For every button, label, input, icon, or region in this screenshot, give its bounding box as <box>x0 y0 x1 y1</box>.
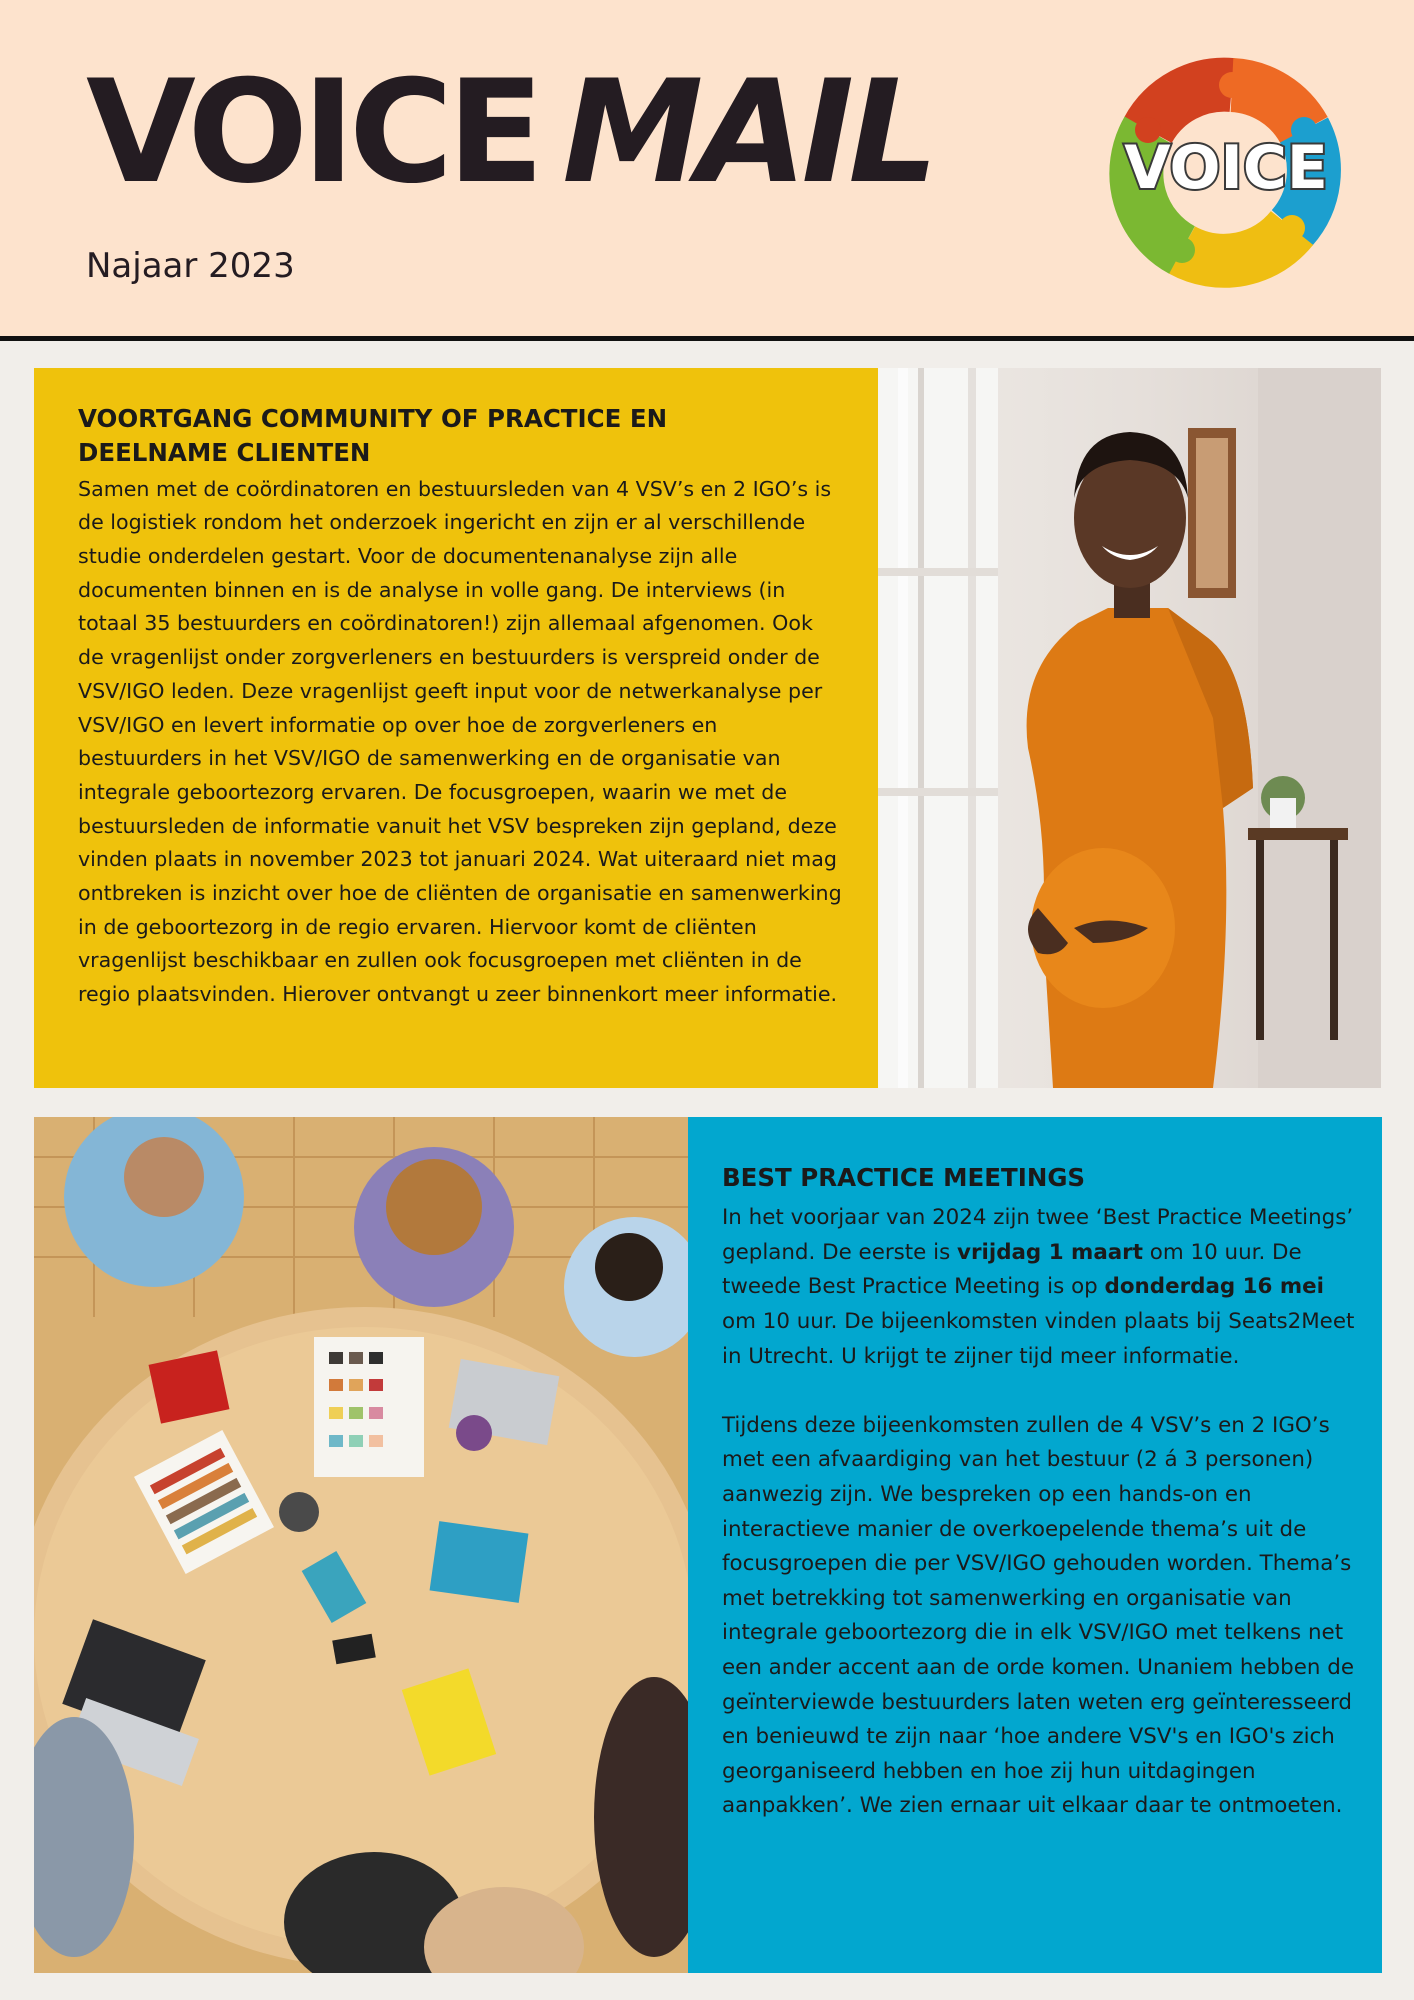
team-meeting-photo <box>34 1117 688 1973</box>
article-progress-body: Samen met de coördinatoren en bestuursleden van 4 VSV’s en 2 IGO’s is de logistiek rondom het onderzoek ingericht en zijn er al verschillende studie onderdelen gestart. Voor de documentenanalyse zijn alle documenten binnen en is de analyse in volle gang. De interviews (in totaal 35 bestuurders en coördinatoren!) zijn allemaal afgenomen. Ook de vragenlijst onder zorgverleners en bestuurders is verspreid onder de VSV/IGO leden. Deze vragenlijst geeft input voor de netwerkanalyse per VSV/IGO en levert informatie op over hoe de zorgverleners en bestuurders in het VSV/IGO de samenwerking en de organisatie van integrale geboortezorg ervaren. De focusgroepen, waarin we met de bestuursleden de informatie vanuit het VSV bespreken zijn gepland, deze vinden plaats in november 2023 tot januari 2024. Wat uiteraard niet mag ontbreken is inzicht over hoe de cliënten de organisatie en samenwerking in de geboortezorg in de regio ervaren. Hiervoor komt de cliënten vragenlijst beschikbaar en zullen ook focusgroepen met cliënten in de regio plaatsvinden. Hierover ontvangt u zeer binnenkort meer informatie. <box>78 476 842 1007</box>
article-best-practice-intro <box>722 1201 1362 1374</box>
article-best-practice <box>688 1117 1382 1973</box>
logo-text: VOICE <box>1124 133 1328 203</box>
article-progress-heading: VOORTGANG COMMUNITY OF PRACTICE EN DEELNAME CLIENTEN <box>78 404 668 468</box>
voice-logo <box>1092 40 1356 304</box>
title-voice: VOICE <box>86 50 539 215</box>
article-best-practice-heading: BEST PRACTICE MEETINGS <box>722 1163 1086 1192</box>
intro-text-2: om 10 uur. De tweede Best Practice Meeting is op <box>722 1239 1302 1300</box>
article-progress <box>34 368 878 1088</box>
masthead <box>0 0 1414 341</box>
intro-text-3: om 10 uur. De bijeenkomsten vinden plaats bij Seats2Meet in Utrecht. U krijgt te zijner tijd meer informatie. <box>722 1309 1355 1369</box>
article-best-practice-body: Tijdens deze bijeenkomsten zullen de 4 VSV’s en 2 IGO’s met een afvaardiging van het bestuur (2 á 3 personen) aanwezig zijn. We bespreken op een hands-on en interactieve manier de overkoepelende thema’s uit de focusgroepen die per VSV/IGO gehouden worden. Thema’s met betrekking tot samenwerking en organisatie van integrale geboortezorg die in elk VSV/IGO met telkens net een ander accent aan de orde komen. Unaniem hebben de geïnterviewde bestuurders laten weten erg geïnteresseerd en benieuwd te zijn naar ‘hoe andere VSV's en IGO's zich georganiseerd hebben en hoe zij hun uitdagingen aanpakken’. We zien ernaar uit elkaar daar te ontmoeten. <box>722 1412 1354 1819</box>
meeting-date-2: donderdag 16 mei <box>1104 1274 1324 1300</box>
title-mail: MAIL <box>562 50 933 215</box>
pregnant-woman-photo <box>878 368 1381 1088</box>
edition-label: Najaar 2023 <box>86 246 295 286</box>
meeting-date-1: vrijdag 1 maart <box>957 1239 1143 1265</box>
newsletter-title <box>86 50 933 215</box>
intro-text-1: In het voorjaar van 2024 zijn twee ‘Best Practice Meetings’ gepland. De eerste is <box>722 1205 1354 1265</box>
